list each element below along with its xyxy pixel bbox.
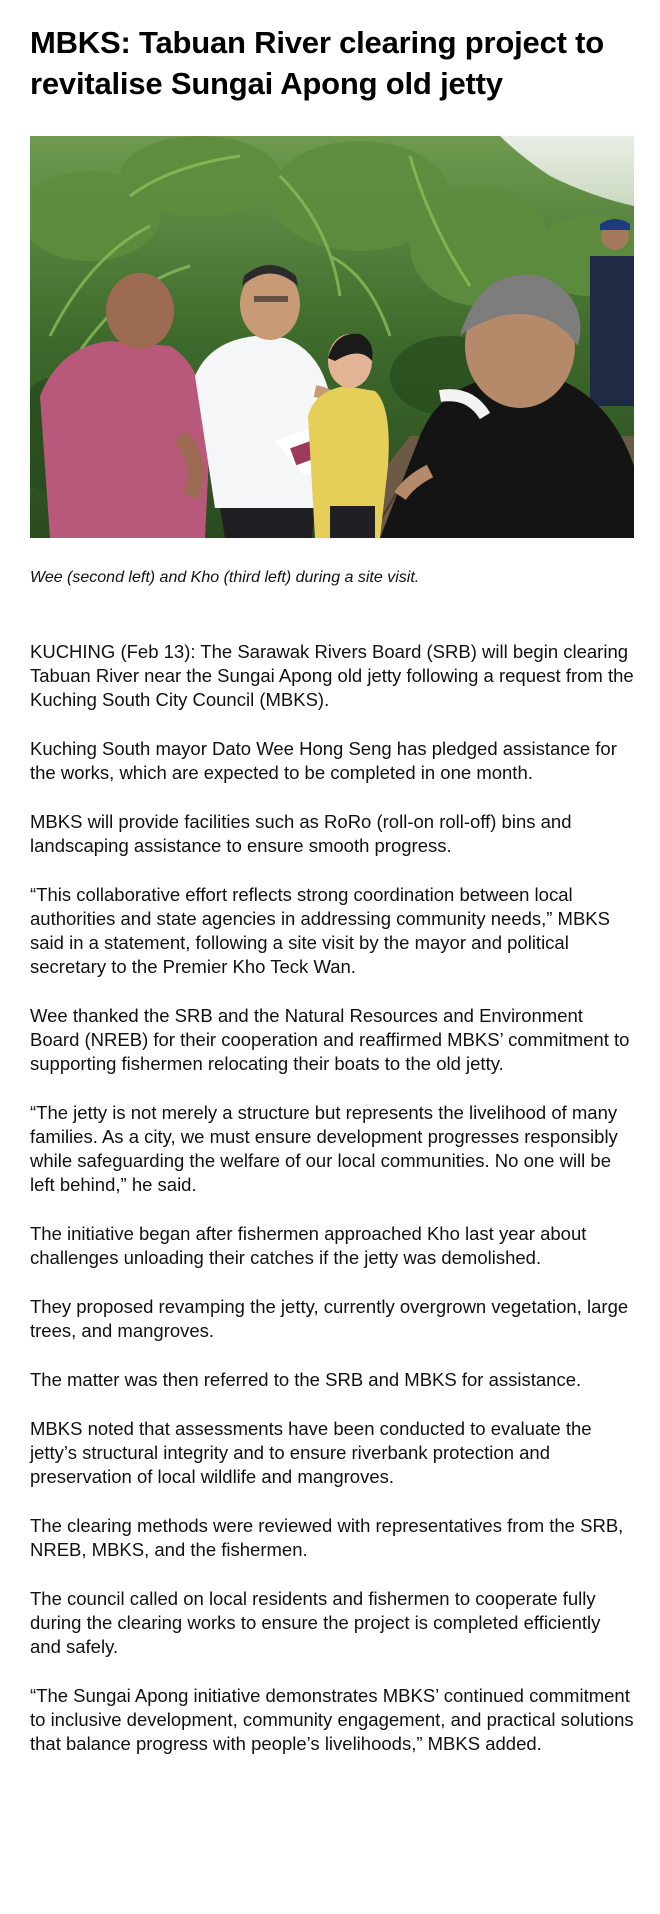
article-paragraph: The council called on local residents and fishermen to cooperate fully during the clearing works to ensure the project is completed efficiently and safely. (30, 1588, 601, 1657)
article-paragraph: The clearing methods were reviewed with representatives from the SRB, NREB, MBKS, and the fishermen. (30, 1515, 624, 1560)
article-paragraph: “This collaborative effort reflects strong coordination between local authorities and state agencies in addressing community needs,” MBKS said in a statement, following a site visit by the mayor and political secretary to the Premier Kho Teck Wan. (30, 884, 610, 977)
article-paragraph: “The jetty is not merely a structure but represents the livelihood of many families. As a city, we must ensure development progresses responsibly while safeguarding the welfare of our local communities. No one will be left behind,” he said. (30, 1102, 618, 1195)
photo-caption: Wee (second left) and Kho (third left) during a site visit. (30, 569, 420, 586)
article-paragraph: They proposed revamping the jetty, currently overgrown vegetation, large trees, and mangroves. (30, 1296, 629, 1341)
article-paragraph: Wee thanked the SRB and the Natural Resources and Environment Board (NREB) for their cooperation and reaffirmed MBKS’ commitment to supporting fishermen relocating their boats to the old jetty. (30, 1005, 630, 1074)
article-paragraph: Kuching South mayor Dato Wee Hong Seng has pledged assistance for the works, which are expected to be completed in one month. (30, 738, 617, 783)
article-paragraph: The initiative began after fishermen approached Kho last year about challenges unloading their catches if the jetty was demolished. (30, 1223, 587, 1268)
article-headline: MBKS: Tabuan River clearing project to revitalise Sungai Apong old jetty (30, 25, 605, 101)
article-paragraph: The matter was then referred to the SRB and MBKS for assistance. (30, 1369, 582, 1390)
article (30, 0, 634, 1756)
article-body (30, 640, 634, 1756)
article-photo[interactable] (30, 136, 634, 538)
article-paragraph: “The Sungai Apong initiative demonstrates MBKS’ continued commitment to inclusive development, community engagement, and practical solutions that balance progress with people’s livelihoods,” MBKS added. (30, 1685, 634, 1754)
article-paragraph: MBKS will provide facilities such as RoRo (roll-on roll-off) bins and landscaping assistance to ensure smooth progress. (30, 811, 572, 856)
article-paragraph: MBKS noted that assessments have been conducted to evaluate the jetty’s structural integrity and to ensure riverbank protection and preservation of local wildlife and mangroves. (30, 1418, 592, 1487)
article-paragraph: KUCHING (Feb 13): The Sarawak Rivers Board (SRB) will begin clearing Tabuan River near the Sungai Apong old jetty following a request from the Kuching South City Council (MBKS). (30, 641, 634, 710)
site-visit-photo (30, 136, 634, 538)
